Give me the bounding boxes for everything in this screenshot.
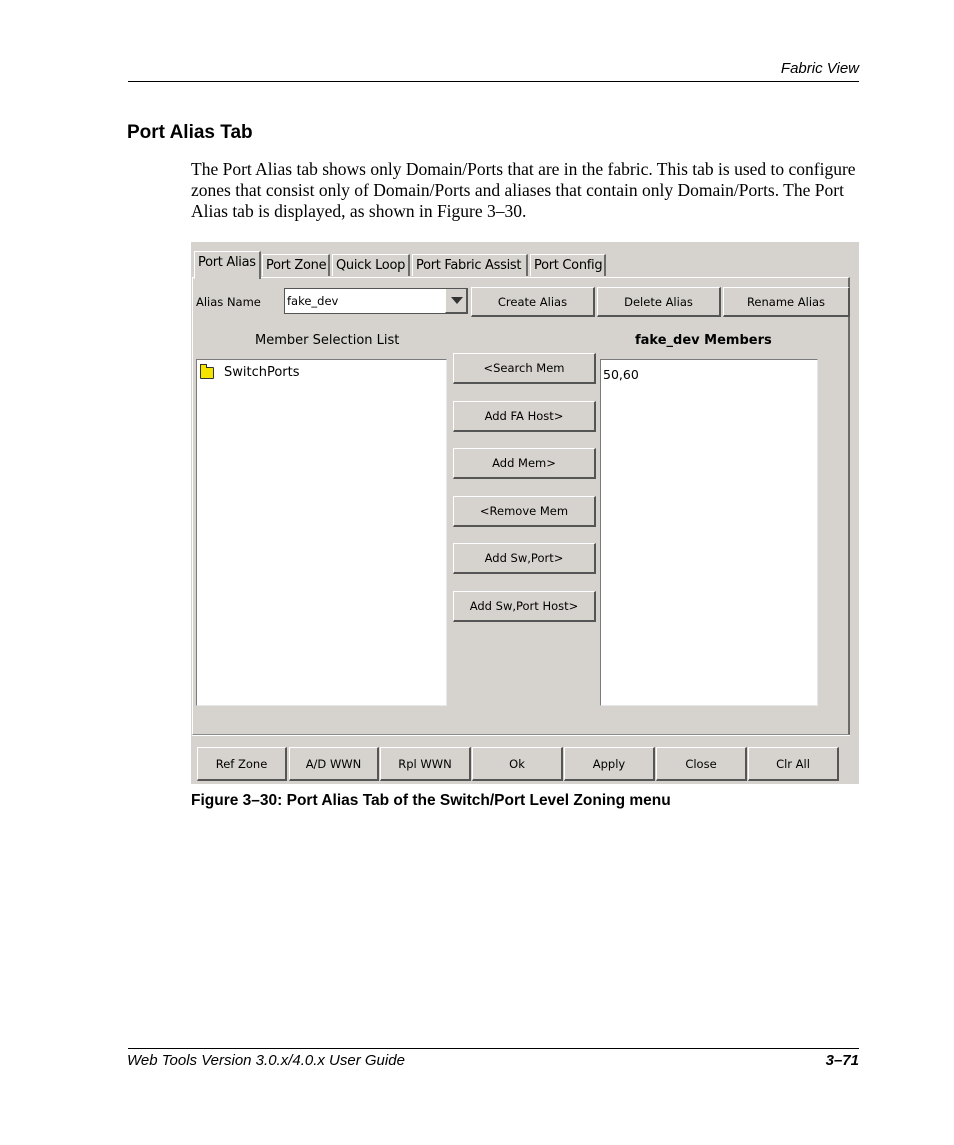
rpl-wwn-button[interactable]: Rpl WWN bbox=[380, 747, 471, 781]
port-alias-screenshot bbox=[191, 242, 859, 784]
bottom-separator bbox=[192, 735, 850, 736]
apply-button[interactable]: Apply bbox=[564, 747, 655, 781]
alias-name-value: fake_dev bbox=[287, 294, 339, 308]
close-button[interactable]: Close bbox=[656, 747, 747, 781]
search-member-button[interactable]: <Search Mem bbox=[453, 353, 596, 384]
members-label: fake_dev Members bbox=[635, 333, 772, 348]
running-header: Fabric View bbox=[780, 60, 859, 77]
add-member-button[interactable]: Add Mem> bbox=[453, 448, 596, 479]
dropdown-button[interactable] bbox=[445, 289, 467, 313]
tab-port-fabric-assist[interactable]: Port Fabric Assist bbox=[412, 254, 528, 276]
alias-name-combo[interactable] bbox=[284, 288, 468, 314]
alias-members-list[interactable] bbox=[600, 359, 818, 706]
member-entry[interactable]: 50,60 bbox=[603, 367, 639, 382]
create-alias-button[interactable]: Create Alias bbox=[471, 287, 595, 317]
ref-zone-button[interactable]: Ref Zone bbox=[197, 747, 287, 781]
footer-guide-title: Web Tools Version 3.0.x/4.0.x User Guide bbox=[127, 1052, 405, 1069]
figure-caption: Figure 3–30: Port Alias Tab of the Switch/Port Level Zoning menu bbox=[191, 792, 671, 809]
tab-port-zone[interactable]: Port Zone bbox=[262, 254, 330, 276]
tab-port-config[interactable]: Port Config bbox=[530, 254, 606, 276]
page-number: 3–71 bbox=[825, 1052, 859, 1069]
rename-alias-button[interactable]: Rename Alias bbox=[723, 287, 850, 317]
remove-member-button[interactable]: <Remove Mem bbox=[453, 496, 596, 527]
tab-quick-loop[interactable]: Quick Loop bbox=[332, 254, 410, 276]
footer-rule bbox=[128, 1048, 859, 1049]
header-rule bbox=[128, 81, 859, 82]
add-fa-host-button[interactable]: Add FA Host> bbox=[453, 401, 596, 432]
tab-port-alias[interactable]: Port Alias bbox=[194, 251, 261, 279]
alias-name-label: Alias Name bbox=[196, 295, 261, 309]
section-title: Port Alias Tab bbox=[127, 122, 253, 143]
ad-wwn-button[interactable]: A/D WWN bbox=[289, 747, 379, 781]
ok-button[interactable]: Ok bbox=[472, 747, 563, 781]
clear-all-button[interactable]: Clr All bbox=[748, 747, 839, 781]
body-paragraph: The Port Alias tab shows only Domain/Ports that are in the fabric. This tab is used to configure zones that consist only of Domain/Ports and aliases that contain only Domain/Ports. The Port Alias tab is displayed, as shown in Figure 3–30. bbox=[191, 159, 856, 221]
tree-item-switchports[interactable]: SwitchPorts bbox=[224, 365, 300, 380]
add-sw-port-button[interactable]: Add Sw,Port> bbox=[453, 543, 596, 574]
chevron-down-icon bbox=[451, 297, 463, 304]
delete-alias-button[interactable]: Delete Alias bbox=[597, 287, 721, 317]
add-sw-port-host-button[interactable]: Add Sw,Port Host> bbox=[453, 591, 596, 622]
member-selection-list[interactable] bbox=[196, 359, 447, 706]
member-selection-label: Member Selection List bbox=[255, 333, 400, 348]
folder-icon bbox=[200, 367, 214, 379]
